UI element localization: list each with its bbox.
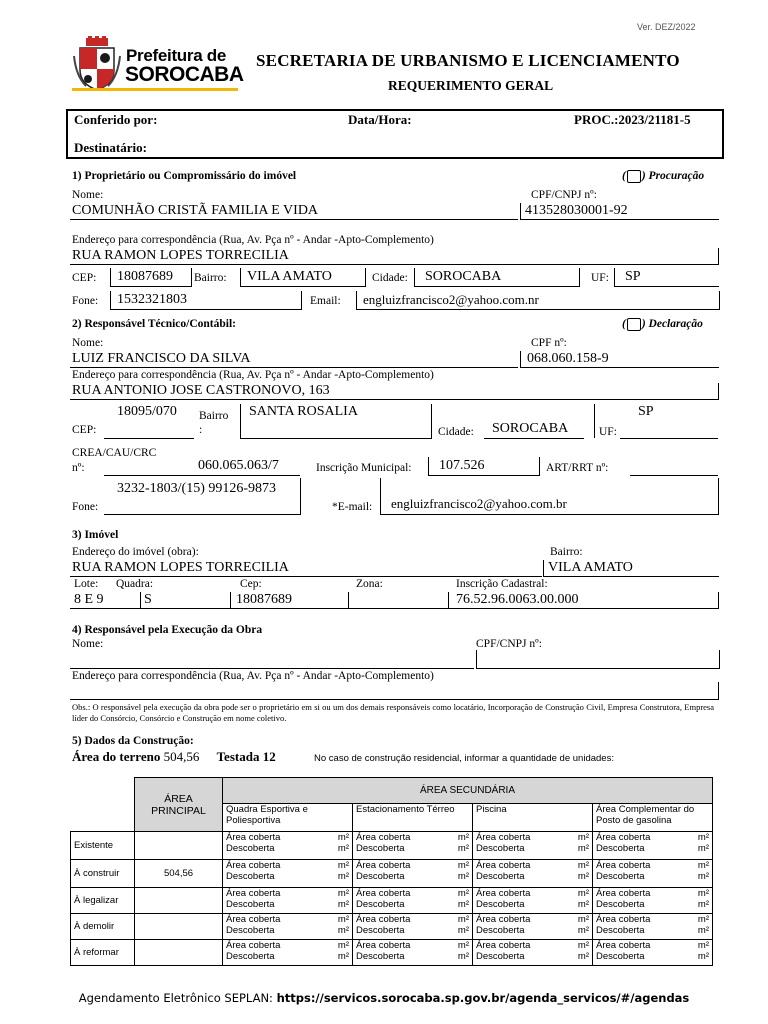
s2-uf-label: UF: [599, 426, 617, 438]
descoberta-label: Descoberta [226, 925, 275, 936]
area-principal-cell[interactable] [135, 914, 223, 940]
s1-nome-label: Nome: [72, 189, 104, 201]
descoberta-label: Descoberta [356, 899, 405, 910]
unit-label: m² [337, 914, 349, 925]
secondary-area-cell[interactable] [353, 914, 473, 940]
procuracao-checkbox[interactable] [627, 170, 641, 183]
s2-art-label: ART/RRT nº: [546, 462, 609, 474]
city-crest-icon [72, 36, 122, 92]
area-terreno-label: Área do terreno [72, 749, 161, 764]
descoberta-label: Descoberta [476, 843, 525, 854]
s1-uf-field[interactable]: SP [614, 268, 719, 287]
s1-bairro-label: Bairro: [194, 272, 227, 284]
unit-label: m² [337, 899, 349, 910]
row-label: À demolir [71, 914, 135, 940]
unit-label: m² [577, 899, 589, 910]
unit-label: m² [577, 832, 589, 843]
footer [0, 991, 768, 1005]
s2-inscricao-label: Inscrição Municipal: [316, 462, 412, 474]
unit-label: m² [457, 832, 469, 843]
secondary-area-cell[interactable] [593, 914, 713, 940]
unit-label: m² [697, 843, 709, 854]
area-principal-cell[interactable] [135, 940, 223, 966]
area-secundaria-header: ÁREA SECUNDÁRIA [223, 778, 713, 804]
table-row [71, 888, 713, 914]
descoberta-label: Descoberta [596, 899, 645, 910]
s2-fone-field[interactable] [104, 478, 301, 515]
s1-nome-field[interactable]: COMUNHÃO CRISTÃ FAMILIA E VIDA [70, 203, 518, 220]
secondary-area-cell[interactable] [223, 914, 353, 940]
logo [72, 36, 242, 92]
s2-crea-label: CREA/CAU/CRC [72, 447, 157, 459]
row-label: À legalizar [71, 888, 135, 914]
descoberta-label: Descoberta [596, 843, 645, 854]
secondary-area-cell[interactable] [353, 832, 473, 860]
s2-divider [594, 404, 595, 438]
section2-heading: 2) Responsável Técnico/Contábil: [72, 318, 236, 330]
s2-crea-label-n: nº: [72, 462, 85, 474]
unit-label: m² [457, 940, 469, 951]
descoberta-label: Descoberta [596, 925, 645, 936]
unit-label: m² [457, 843, 469, 854]
s1-email-label: Email: [310, 295, 341, 307]
s1-fone-label: Fone: [72, 295, 99, 307]
unit-label: m² [337, 860, 349, 871]
s4-obs-note: Obs.: O responsável pela execução da obra pode ser o proprietário em si ou um dos demais responsáveis como locatário, Incorporação de Construção Civil, Empresa Construtora, Empresa líder do Consórcio, Consórcio e Construção em nome coletivo. [72, 702, 714, 723]
proc-number: PROC.:2023/21181-5 [574, 112, 691, 127]
page-title: SECRETARIA DE URBANISMO E LICENCIAMENTO [256, 51, 680, 70]
secondary-area-cell[interactable] [353, 940, 473, 966]
unit-label: m² [457, 925, 469, 936]
secondary-area-cell[interactable] [223, 940, 353, 966]
conferido-label: Conferido por: [74, 112, 158, 127]
descoberta-label: Descoberta [596, 951, 645, 962]
descoberta-label: Descoberta [356, 871, 405, 882]
coberta-label: Área coberta [596, 832, 651, 843]
descoberta-label: Descoberta [476, 899, 525, 910]
unit-label: m² [697, 925, 709, 936]
s4-endereco-label: Endereço para correspondência (Rua, Av. Pça nº - Andar -Apto-Complemento) [72, 670, 434, 682]
unit-label: m² [337, 871, 349, 882]
descoberta-label: Descoberta [226, 871, 275, 882]
s2-bairro-colon: : [199, 424, 203, 436]
unit-label: m² [457, 951, 469, 962]
s3-zona-label: Zona: [356, 578, 383, 590]
unit-label: m² [697, 940, 709, 951]
unit-label: m² [337, 843, 349, 854]
secondary-area-cell[interactable] [473, 940, 593, 966]
descoberta-label: Descoberta [356, 925, 405, 936]
procuracao-option[interactable]: ( ) Procuração [622, 170, 705, 183]
unit-label: m² [697, 860, 709, 871]
area-principal-cell[interactable] [135, 888, 223, 914]
unit-label: m² [577, 914, 589, 925]
s1-email-field[interactable]: engluizfrancisco2@yahoo.com.nr [356, 291, 720, 310]
table-row [71, 832, 713, 860]
s2-endereco-label: Endereço para correspondência (Rua, Av. Pça nº - Andar -Apto-Complemento) [72, 369, 434, 381]
s3-endereco-field[interactable]: RUA RAMON LOPES TORRECILIA [70, 560, 542, 577]
descoberta-label: Descoberta [476, 925, 525, 936]
area-terreno-value[interactable]: 504,56 [163, 749, 200, 764]
row-label: À reformar [71, 940, 135, 966]
unit-label: m² [577, 843, 589, 854]
table-corner [71, 778, 135, 804]
logo-line2: SOROCABA [125, 63, 244, 86]
s1-cep-label: CEP: [72, 272, 97, 284]
s1-endereco-label: Endereço para correspondência (Rua, Av. Pça nº - Andar -Apto-Complemento) [72, 234, 434, 246]
s2-email-border [718, 478, 719, 515]
unit-label: m² [457, 914, 469, 925]
s2-fone-value: 3232-1803/(15) 99126-9873 [117, 481, 277, 496]
s2-uf-field[interactable]: SP [620, 404, 718, 439]
secondary-area-cell[interactable] [473, 860, 593, 888]
unit-label: m² [457, 871, 469, 882]
s2-art-field[interactable] [630, 457, 718, 476]
s1-cep-field[interactable]: 18087689 [110, 268, 192, 287]
secondary-area-cell[interactable] [593, 832, 713, 860]
coberta-label: Área coberta [476, 860, 531, 871]
coberta-label: Área coberta [476, 832, 531, 843]
s4-nome-field[interactable] [70, 652, 474, 669]
s2-cpf-field[interactable]: 068.060.158-9 [520, 351, 719, 368]
s4-cpf-label: CPF/CNPJ nº: [476, 638, 542, 650]
col-quadra: Quadra Esportiva e Poliesportiva [223, 804, 353, 832]
coberta-label: Área coberta [596, 860, 651, 871]
logo-stripe [72, 88, 238, 91]
row-label: Existente [71, 832, 135, 860]
s3-row-line [70, 592, 718, 609]
s2-cep-label: CEP: [72, 424, 97, 436]
secondary-area-cell[interactable] [223, 888, 353, 914]
s2-cidade-field[interactable]: SOROCABA [484, 420, 584, 439]
descoberta-label: Descoberta [226, 843, 275, 854]
s2-crea-field[interactable]: 060.065.063/7 [104, 457, 300, 476]
footer-label: Agendamento Eletrônico SEPLAN: [78, 991, 273, 1005]
s3-div4 [448, 592, 449, 609]
coberta-label: Área coberta [226, 860, 281, 871]
unit-label: m² [457, 860, 469, 871]
s1-cpf-label: CPF/CNPJ nº: [531, 189, 597, 201]
section1-heading: 1) Proprietário ou Compromissário do imóvel [72, 170, 297, 182]
s1-uf-label: UF: [591, 272, 609, 284]
declaracao-option[interactable]: ( ) Declaração [622, 318, 703, 331]
col-posto: Área Complementar do Posto de gasolina [593, 804, 713, 832]
s3-inscricao-label: Inscrição Cadastral: [456, 578, 548, 590]
coberta-label: Área coberta [226, 940, 281, 951]
descoberta-label: Descoberta [476, 871, 525, 882]
conferido-box [66, 109, 724, 159]
unit-label: m² [577, 951, 589, 962]
section4-heading: 4) Responsável pela Execução da Obra [72, 624, 263, 636]
coberta-label: Área coberta [596, 940, 651, 951]
section3-heading: 3) Imóvel [72, 529, 119, 541]
unit-label: m² [577, 871, 589, 882]
descoberta-label: Descoberta [596, 871, 645, 882]
destinatario-label: Destinatário: [74, 140, 147, 155]
coberta-label: Área coberta [356, 940, 411, 951]
unit-label: m² [697, 951, 709, 962]
s2-bairro-field[interactable]: SANTA ROSALIA [240, 404, 432, 439]
area-principal-cell[interactable] [135, 832, 223, 860]
s2-cep-field[interactable] [104, 404, 194, 439]
coberta-label: Área coberta [356, 832, 411, 843]
unit-label: m² [337, 951, 349, 962]
descoberta-label: Descoberta [476, 951, 525, 962]
s4-nome-label: Nome: [72, 638, 104, 650]
coberta-label: Área coberta [476, 914, 531, 925]
s2-email-label: *E-mail: [332, 501, 373, 513]
s3-quadra-label: Quadra: [116, 578, 154, 590]
s1-endereco-field[interactable]: RUA RAMON LOPES TORRECILIA [70, 248, 719, 265]
unit-label: m² [697, 832, 709, 843]
unit-label: m² [337, 832, 349, 843]
s3-div5 [718, 592, 719, 609]
descoberta-label: Descoberta [356, 951, 405, 962]
s2-nome-field[interactable]: LUIZ FRANCISCO DA SILVA [70, 351, 518, 368]
s3-lote-field[interactable]: 8 E 9 [74, 592, 104, 607]
s4-endereco-field[interactable] [70, 682, 719, 700]
datahora-label: Data/Hora: [348, 112, 412, 127]
logo-line1: Prefeitura de [126, 46, 227, 65]
col-estacionamento: Estacionamento Térreo [353, 804, 473, 832]
secondary-area-cell[interactable] [223, 832, 353, 860]
footer-link[interactable]: https://servicos.sorocaba.sp.gov.br/agenda_servicos/#/agendas [276, 991, 690, 1005]
area-principal-header: ÁREA PRINCIPAL [135, 778, 223, 832]
s3-quadra-field[interactable]: S [144, 592, 152, 607]
page-subtitle: REQUERIMENTO GERAL [388, 78, 554, 93]
descoberta-label: Descoberta [226, 951, 275, 962]
s2-fone-label: Fone: [72, 501, 99, 513]
s2-email-field[interactable]: engluizfrancisco2@yahoo.com.br [380, 478, 719, 515]
coberta-label: Área coberta [596, 914, 651, 925]
table-row [71, 914, 713, 940]
coberta-label: Área coberta [226, 888, 281, 899]
testada-label: Testada [216, 749, 260, 764]
s1-fone-field[interactable]: 1532321803 [110, 291, 302, 310]
unit-label: m² [337, 888, 349, 899]
descoberta-label: Descoberta [356, 843, 405, 854]
secondary-area-cell[interactable] [593, 888, 713, 914]
s3-div3 [348, 592, 349, 609]
s3-cep-label: Cep: [240, 578, 262, 590]
section5-heading: 5) Dados da Construção: [72, 735, 194, 747]
s1-cidade-label: Cidade: [372, 272, 408, 284]
unit-label: m² [697, 888, 709, 899]
s3-div1 [140, 592, 141, 609]
coberta-label: Área coberta [356, 888, 411, 899]
secondary-area-cell[interactable] [473, 888, 593, 914]
unit-label: m² [577, 940, 589, 951]
secondary-area-cell[interactable] [353, 860, 473, 888]
table-row [71, 940, 713, 966]
unit-label: m² [577, 860, 589, 871]
area-table [70, 777, 713, 966]
s1-bairro-field[interactable]: VILA AMATO [240, 268, 366, 287]
s3-cep-field[interactable]: 18087689 [236, 592, 292, 607]
coberta-label: Área coberta [226, 914, 281, 925]
s3-div2 [230, 592, 231, 609]
unidades-note: No caso de construção residencial, informar a quantidade de unidades: [314, 753, 614, 764]
unit-label: m² [337, 925, 349, 936]
testada-value[interactable]: 12 [262, 749, 276, 764]
s3-lote-label: Lote: [74, 578, 99, 590]
coberta-label: Área coberta [226, 832, 281, 843]
unit-label: m² [697, 914, 709, 925]
secondary-area-cell[interactable] [223, 860, 353, 888]
table-row [71, 860, 713, 888]
s2-bairro-label: Bairro [199, 410, 229, 422]
secondary-area-cell[interactable] [473, 914, 593, 940]
secondary-area-cell[interactable] [593, 940, 713, 966]
area-principal-cell[interactable]: 504,56 [135, 860, 223, 888]
secondary-area-cell[interactable] [353, 888, 473, 914]
area-terreno [72, 749, 276, 765]
s1-cpf-field[interactable]: 413528030001-92 [520, 203, 719, 220]
col-piscina: Piscina [473, 804, 593, 832]
unit-label: m² [337, 940, 349, 951]
unit-label: m² [457, 899, 469, 910]
s2-cpf-label: CPF nº: [531, 337, 567, 349]
unit-label: m² [577, 888, 589, 899]
version-label: Ver. DEZ/2022 [637, 22, 696, 32]
declaracao-checkbox[interactable] [627, 318, 641, 331]
unit-label: m² [697, 899, 709, 910]
unit-label: m² [697, 871, 709, 882]
secondary-area-cell[interactable] [593, 860, 713, 888]
s1-cidade-field[interactable]: SOROCABA [414, 268, 580, 287]
unit-label: m² [457, 888, 469, 899]
descoberta-label: Descoberta [226, 899, 275, 910]
s2-endereco-field[interactable]: RUA ANTONIO JOSE CASTRONOVO, 163 [70, 383, 719, 400]
s3-inscricao-field[interactable]: 76.52.96.0063.00.000 [456, 592, 579, 607]
secondary-area-cell[interactable] [473, 832, 593, 860]
s3-bairro-label: Bairro: [550, 546, 583, 558]
coberta-label: Área coberta [356, 860, 411, 871]
coberta-label: Área coberta [476, 940, 531, 951]
s3-endereco-label: Endereço do imóvel (obra): [72, 546, 199, 558]
s4-cpf-field[interactable] [476, 650, 720, 669]
s3-bairro-field[interactable]: VILA AMATO [543, 560, 719, 577]
s2-nome-label: Nome: [72, 337, 104, 349]
s2-cep-value: 18095/070 [117, 404, 177, 419]
s2-inscricao-field[interactable]: 107.526 [428, 457, 540, 476]
unit-label: m² [577, 925, 589, 936]
coberta-label: Área coberta [476, 888, 531, 899]
s2-cidade-label: Cidade: [438, 426, 474, 438]
coberta-label: Área coberta [596, 888, 651, 899]
row-label: À construir [71, 860, 135, 888]
table-blank [71, 804, 135, 832]
coberta-label: Área coberta [356, 914, 411, 925]
